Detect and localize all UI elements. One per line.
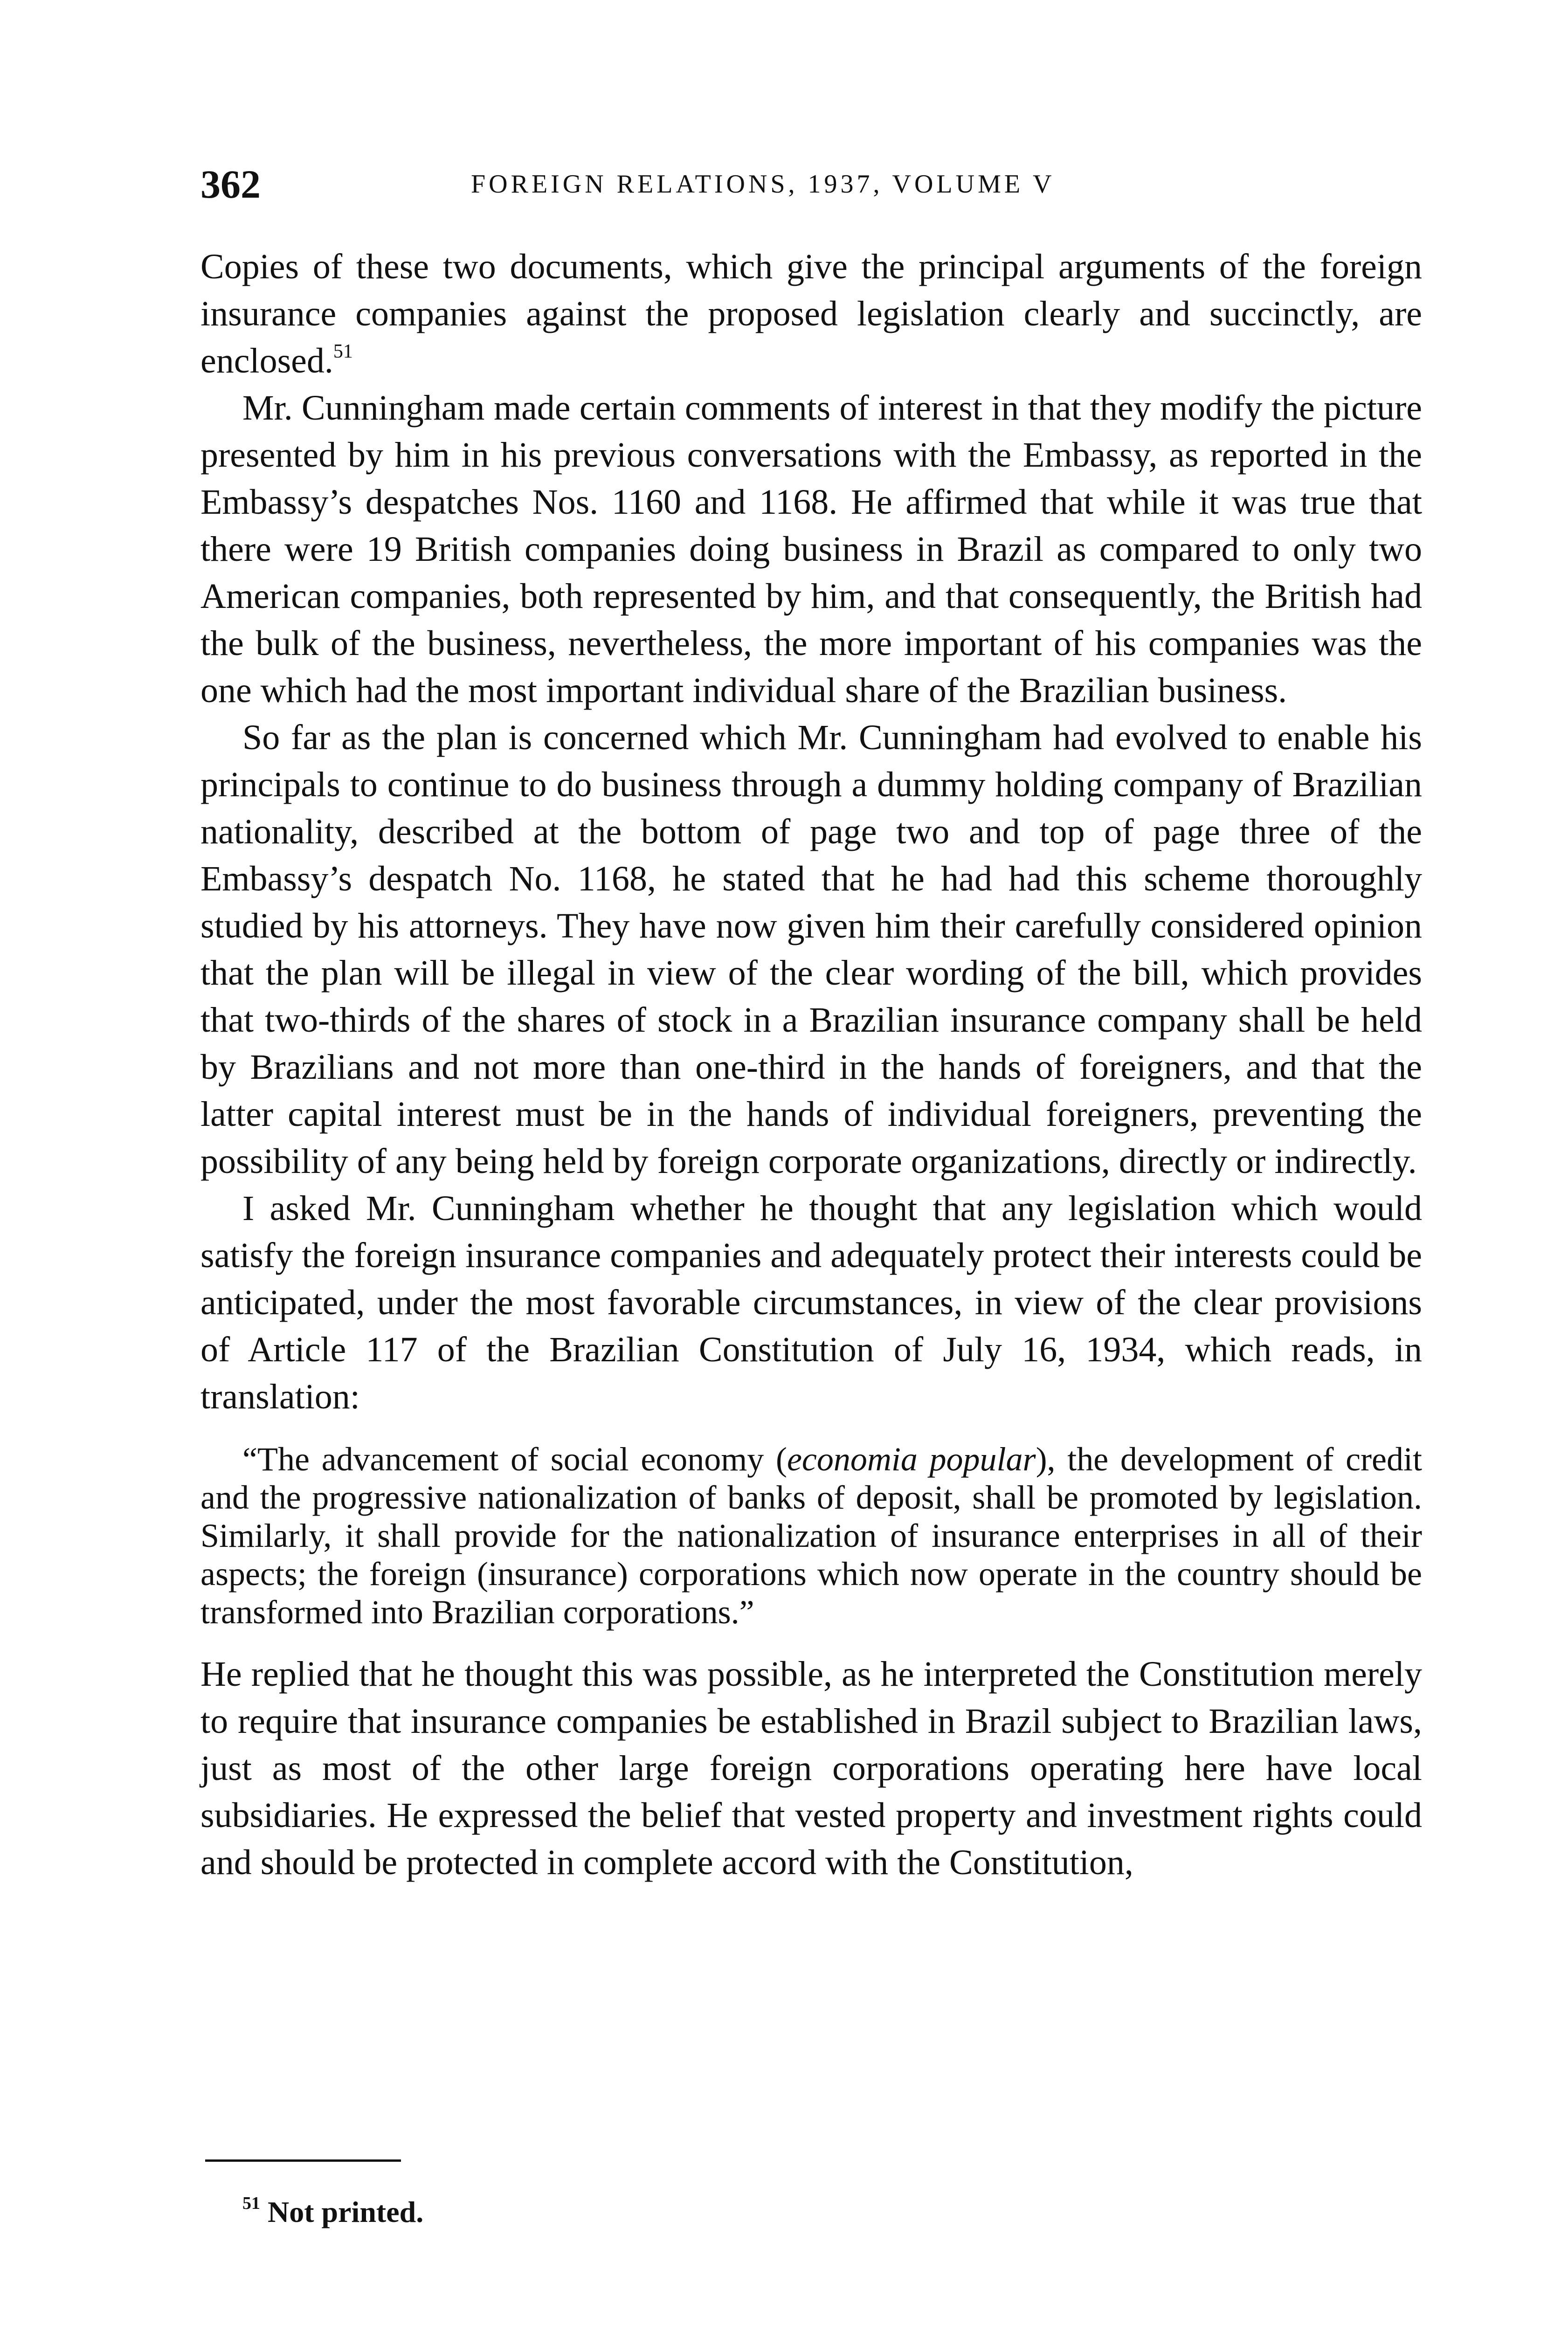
footnote-text: Not printed. xyxy=(268,2195,424,2228)
paragraph-4: I asked Mr. Cunningham whether he thought that any legislation which would satisfy the foreign insurance companies and adequately protect their interests could be anticipated, under the most favorable circumstances, in view of the clear provisions of Article 117 of the Brazilian Constitution of July 16, 1934, which reads, in translation: xyxy=(200,1189,1422,1416)
paragraph-1 xyxy=(200,243,1422,385)
page-header xyxy=(0,154,1568,214)
footnote-divider xyxy=(205,2159,401,2162)
footnote-reference: 51 xyxy=(333,341,353,362)
quote-text-start: “The advancement of social economy ( xyxy=(242,1441,787,1478)
running-head: FOREIGN RELATIONS, 1937, VOLUME V xyxy=(471,170,1055,199)
paragraph-5: He replied that he thought this was possible, as he interpreted the Constitution merely to require that insurance companies be established in Brazil subject to Brazilian laws, just as most of the other large foreign corporations operating here have local subsidiaries. He expressed the belief that vested property and investment rights could and should be protected in complete accord with the Constitution, xyxy=(200,1655,1422,1882)
body-text xyxy=(200,243,1422,1886)
block-quote xyxy=(200,1440,1422,1631)
quote-text-end: ), the development of credit and the progressive nationalization of banks of deposit, shall be promoted by legislation. Similarly, it shall provide for the nationalization of insurance enterprises in all of their aspects; the foreign (insurance) corporations which now operate in the country should be transformed into Brazilian corporations.” xyxy=(200,1441,1423,1631)
paragraph-3: So far as the plan is concerned which Mr. Cunningham had evolved to enable his principals to continue to do business through a dummy holding company of Brazilian nationality, described at the bottom of page two and top of page three of the Embassy’s despatch No. 1168, he stated that he had had this scheme thoroughly studied by his attorneys. They have now given him their carefully considered opinion that the plan will be illegal in view of the clear wording of the bill, which provides that two-thirds of the shares of stock in a Brazilian insurance company shall be held by Brazilians and not more than one-third in the hands of foreigners, and that the latter capital interest must be in the hands of individual foreigners, preventing the possibility of any being held by foreign corporate organizations, directly or indirectly. xyxy=(200,718,1422,1181)
page-number: 362 xyxy=(200,162,261,207)
paragraph-2: Mr. Cunningham made certain comments of interest in that they modify the picture presented by him in his previous conversations with the Embassy, as reported in the Embassy’s despatches Nos. 1160 and 1168. He affirmed that while it was true that there were 19 British companies doing business in Brazil as compared to only two American companies, both represented by him, and that consequently, the British had the bulk of the business, nevertheless, the more important of his companies was the one which had the most important individual share of the Brazilian business. xyxy=(200,388,1422,710)
quote-italic-term: economia popular xyxy=(787,1441,1036,1478)
footnote-marker: 51 xyxy=(242,2193,260,2213)
paragraph-1-text: Copies of these two documents, which give the principal arguments of the foreign insurance companies against the proposed legislation clearly and succinctly, are enclosed. xyxy=(200,247,1422,380)
footnote xyxy=(242,2191,423,2233)
